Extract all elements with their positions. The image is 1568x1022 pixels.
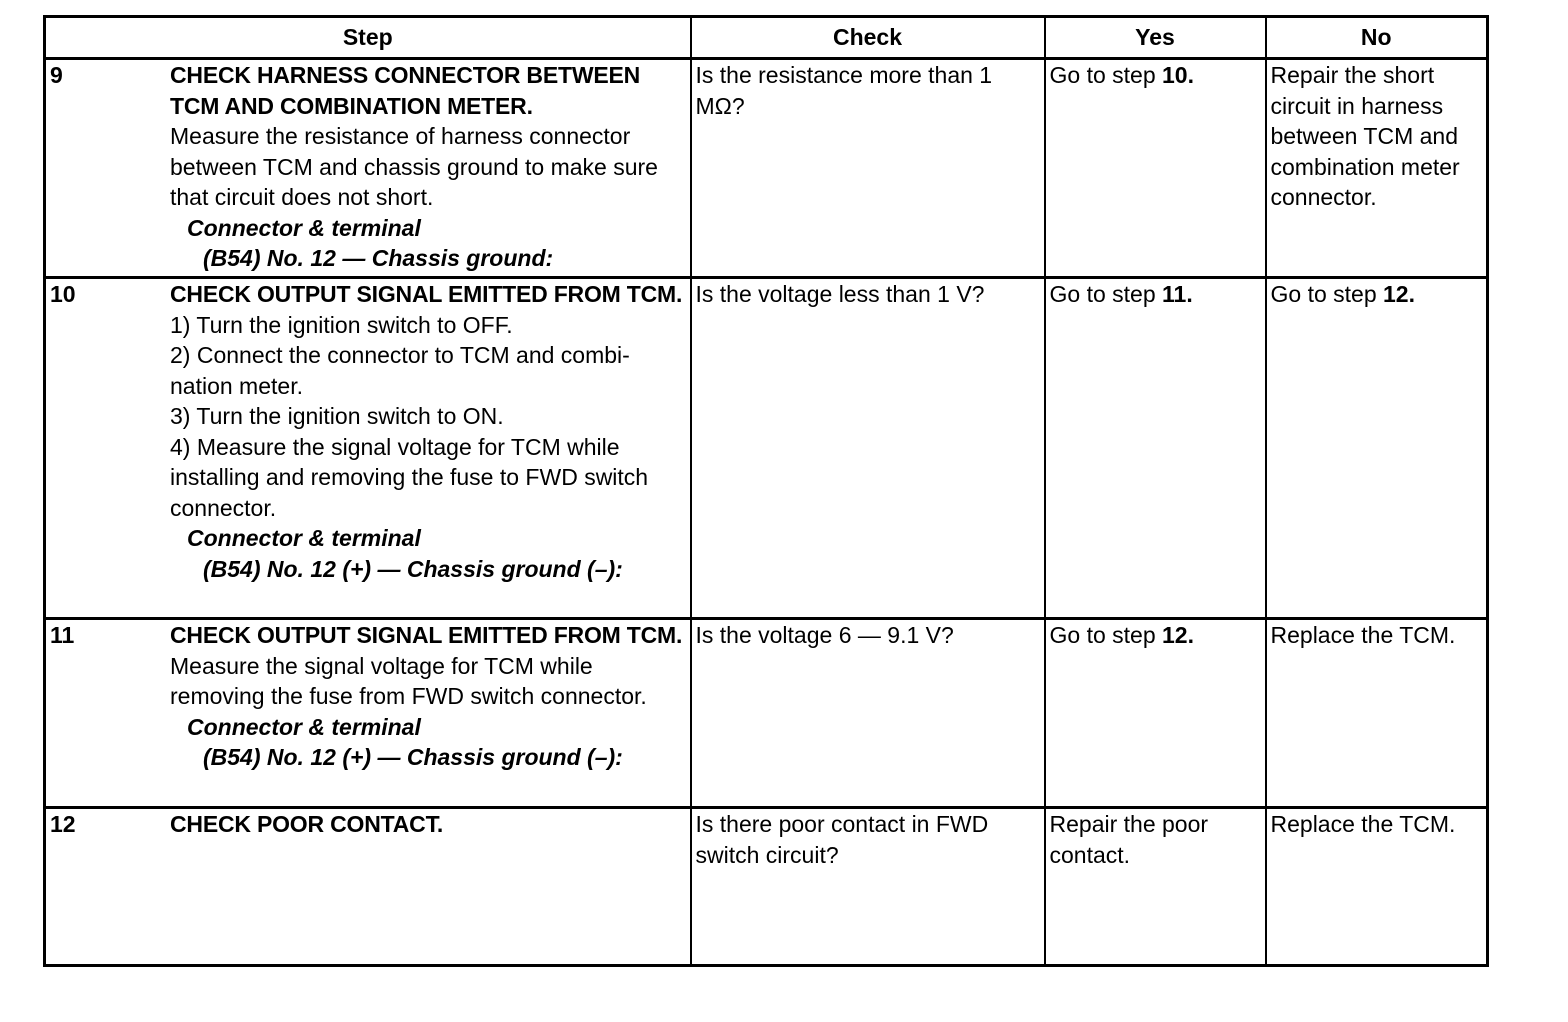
step-cell xyxy=(45,278,691,619)
header-no: No xyxy=(1266,17,1488,59)
step-cell xyxy=(45,808,691,966)
check-cell: Is the voltage 6 — 9.1 V? xyxy=(691,619,1045,808)
yes-step-ref: 11. xyxy=(1162,281,1193,307)
table-row-step-10 xyxy=(45,278,1488,619)
no-cell: Repair the short circuit in harness between TCM and combination meter connector. xyxy=(1266,59,1488,278)
step-number: 12 xyxy=(50,811,76,837)
connector-label: Connector & terminal xyxy=(187,525,421,551)
step-number: 11 xyxy=(50,622,75,648)
header-step: Step xyxy=(45,17,691,59)
yes-step-ref: 10. xyxy=(1162,62,1194,88)
step-instruction: 4) Measure the signal voltage for TCM while installing and removing the fuse to FWD switch connector. xyxy=(170,433,649,521)
yes-step-ref: 12. xyxy=(1162,622,1194,648)
step-instruction: Measure the resistance of harness connector between TCM and chassis ground to make sure that circuit does not short. xyxy=(170,123,658,210)
step-title: CHECK OUTPUT SIGNAL EMITTED FROM TCM. xyxy=(170,622,683,648)
step-number: 10 xyxy=(50,281,76,307)
step-title: CHECK HARNESS CONNECTOR BETWEEN TCM AND COMBINATION METER. xyxy=(170,62,641,119)
step-instruction: 1) Turn the ignition switch to OFF. xyxy=(170,311,513,338)
connector-value: (B54) No. 12 (+) — Chassis ground (–): xyxy=(203,744,623,770)
connector-label: Connector & terminal xyxy=(187,713,421,740)
yes-cell: Repair the poor contact. xyxy=(1045,808,1266,966)
diagnostic-table xyxy=(43,15,1489,967)
header-yes: Yes xyxy=(1045,17,1266,59)
yes-cell xyxy=(1045,278,1266,619)
no-cell: Replace the TCM. xyxy=(1266,808,1488,966)
connector-label: Connector & terminal xyxy=(187,214,421,241)
yes-cell xyxy=(1045,59,1266,278)
step-instruction: 2) Connect the connector to TCM and combi-nation meter. xyxy=(170,342,630,399)
step-body xyxy=(170,279,686,584)
step-instruction: Measure the signal voltage for TCM while removing the fuse from FWD switch connector. xyxy=(170,652,647,709)
yes-prefix: Go to step xyxy=(1049,281,1163,307)
step-instruction: 3) Turn the ignition switch to ON. xyxy=(170,403,504,429)
table-row-step-9 xyxy=(45,59,1488,278)
step-title: CHECK POOR CONTACT. xyxy=(170,811,444,837)
check-cell: Is the resistance more than 1 MΩ? xyxy=(691,59,1045,278)
step-body xyxy=(170,620,686,773)
check-cell: Is there poor contact in FWD switch circuit? xyxy=(691,808,1045,966)
step-cell xyxy=(45,619,691,808)
step-body xyxy=(170,60,686,274)
connector-value: (B54) No. 12 (+) — Chassis ground (–): xyxy=(203,555,623,582)
header-check: Check xyxy=(691,17,1045,59)
table-row-step-11 xyxy=(45,619,1488,808)
no-prefix: Go to step xyxy=(1270,281,1384,307)
step-cell xyxy=(45,59,691,278)
step-number: 9 xyxy=(50,62,63,88)
check-cell: Is the voltage less than 1 V? xyxy=(691,278,1045,619)
yes-cell xyxy=(1045,619,1266,808)
header-row xyxy=(45,17,1488,59)
yes-prefix: Go to step xyxy=(1049,622,1163,648)
no-cell xyxy=(1266,278,1488,619)
table-row-step-12 xyxy=(45,808,1488,966)
connector-value: (B54) No. 12 — Chassis ground: xyxy=(203,245,554,271)
no-cell: Replace the TCM. xyxy=(1266,619,1488,808)
step-body xyxy=(170,809,686,840)
yes-prefix: Go to step xyxy=(1049,62,1163,88)
step-title: CHECK OUTPUT SIGNAL EMITTED FROM TCM. xyxy=(170,281,683,307)
no-step-ref: 12. xyxy=(1383,281,1415,307)
